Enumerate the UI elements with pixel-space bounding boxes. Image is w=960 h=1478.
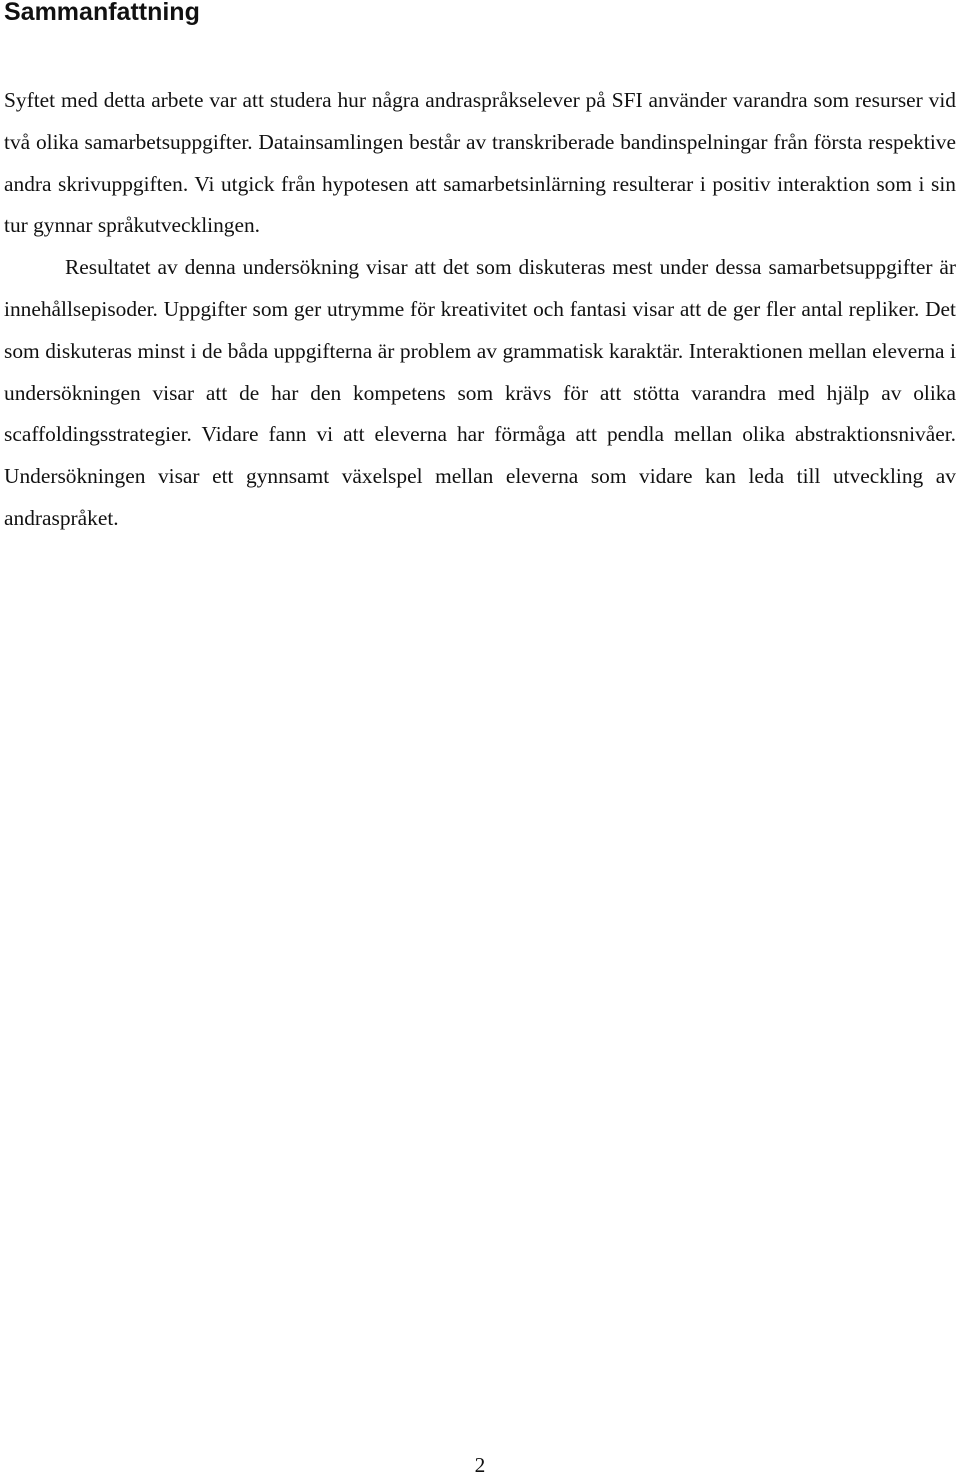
section-heading: Sammanfattning — [4, 0, 200, 26]
abstract-text — [4, 80, 956, 540]
abstract-paragraph-2: Resultatet av denna undersökning visar att det som diskuteras mest under dessa samarbetsuppgifter är innehållsepisoder. Uppgifter som ger utrymme för kreativitet och fantasi visar att de ger fler antal repliker. Det som diskuteras minst i de båda uppgifterna är problem av grammatisk karaktär. Interaktionen mellan eleverna i undersökningen visar att de har den kompetens som krävs för att stötta varandra med hjälp av olika scaffoldingsstrategier. Vidare fann vi att eleverna har förmåga att pendla mellan olika abstraktionsnivåer. Undersökningen visar ett gynnsamt växelspel mellan eleverna som vidare kan leda till utveckling av andraspråket. — [4, 255, 956, 530]
abstract-paragraph-1: Syftet med detta arbete var att studera hur några andraspråkselever på SFI använder varandra som resurser vid två olika samarbetsuppgifter. Datainsamlingen består av transkriberade bandinspelningar från första respektive andra skrivuppgiften. Vi utgick från hypotesen att samarbetsinlärning resulterar i positiv interaktion som i sin tur gynnar språkutvecklingen. — [4, 88, 956, 238]
page-number: 2 — [474, 1453, 486, 1477]
